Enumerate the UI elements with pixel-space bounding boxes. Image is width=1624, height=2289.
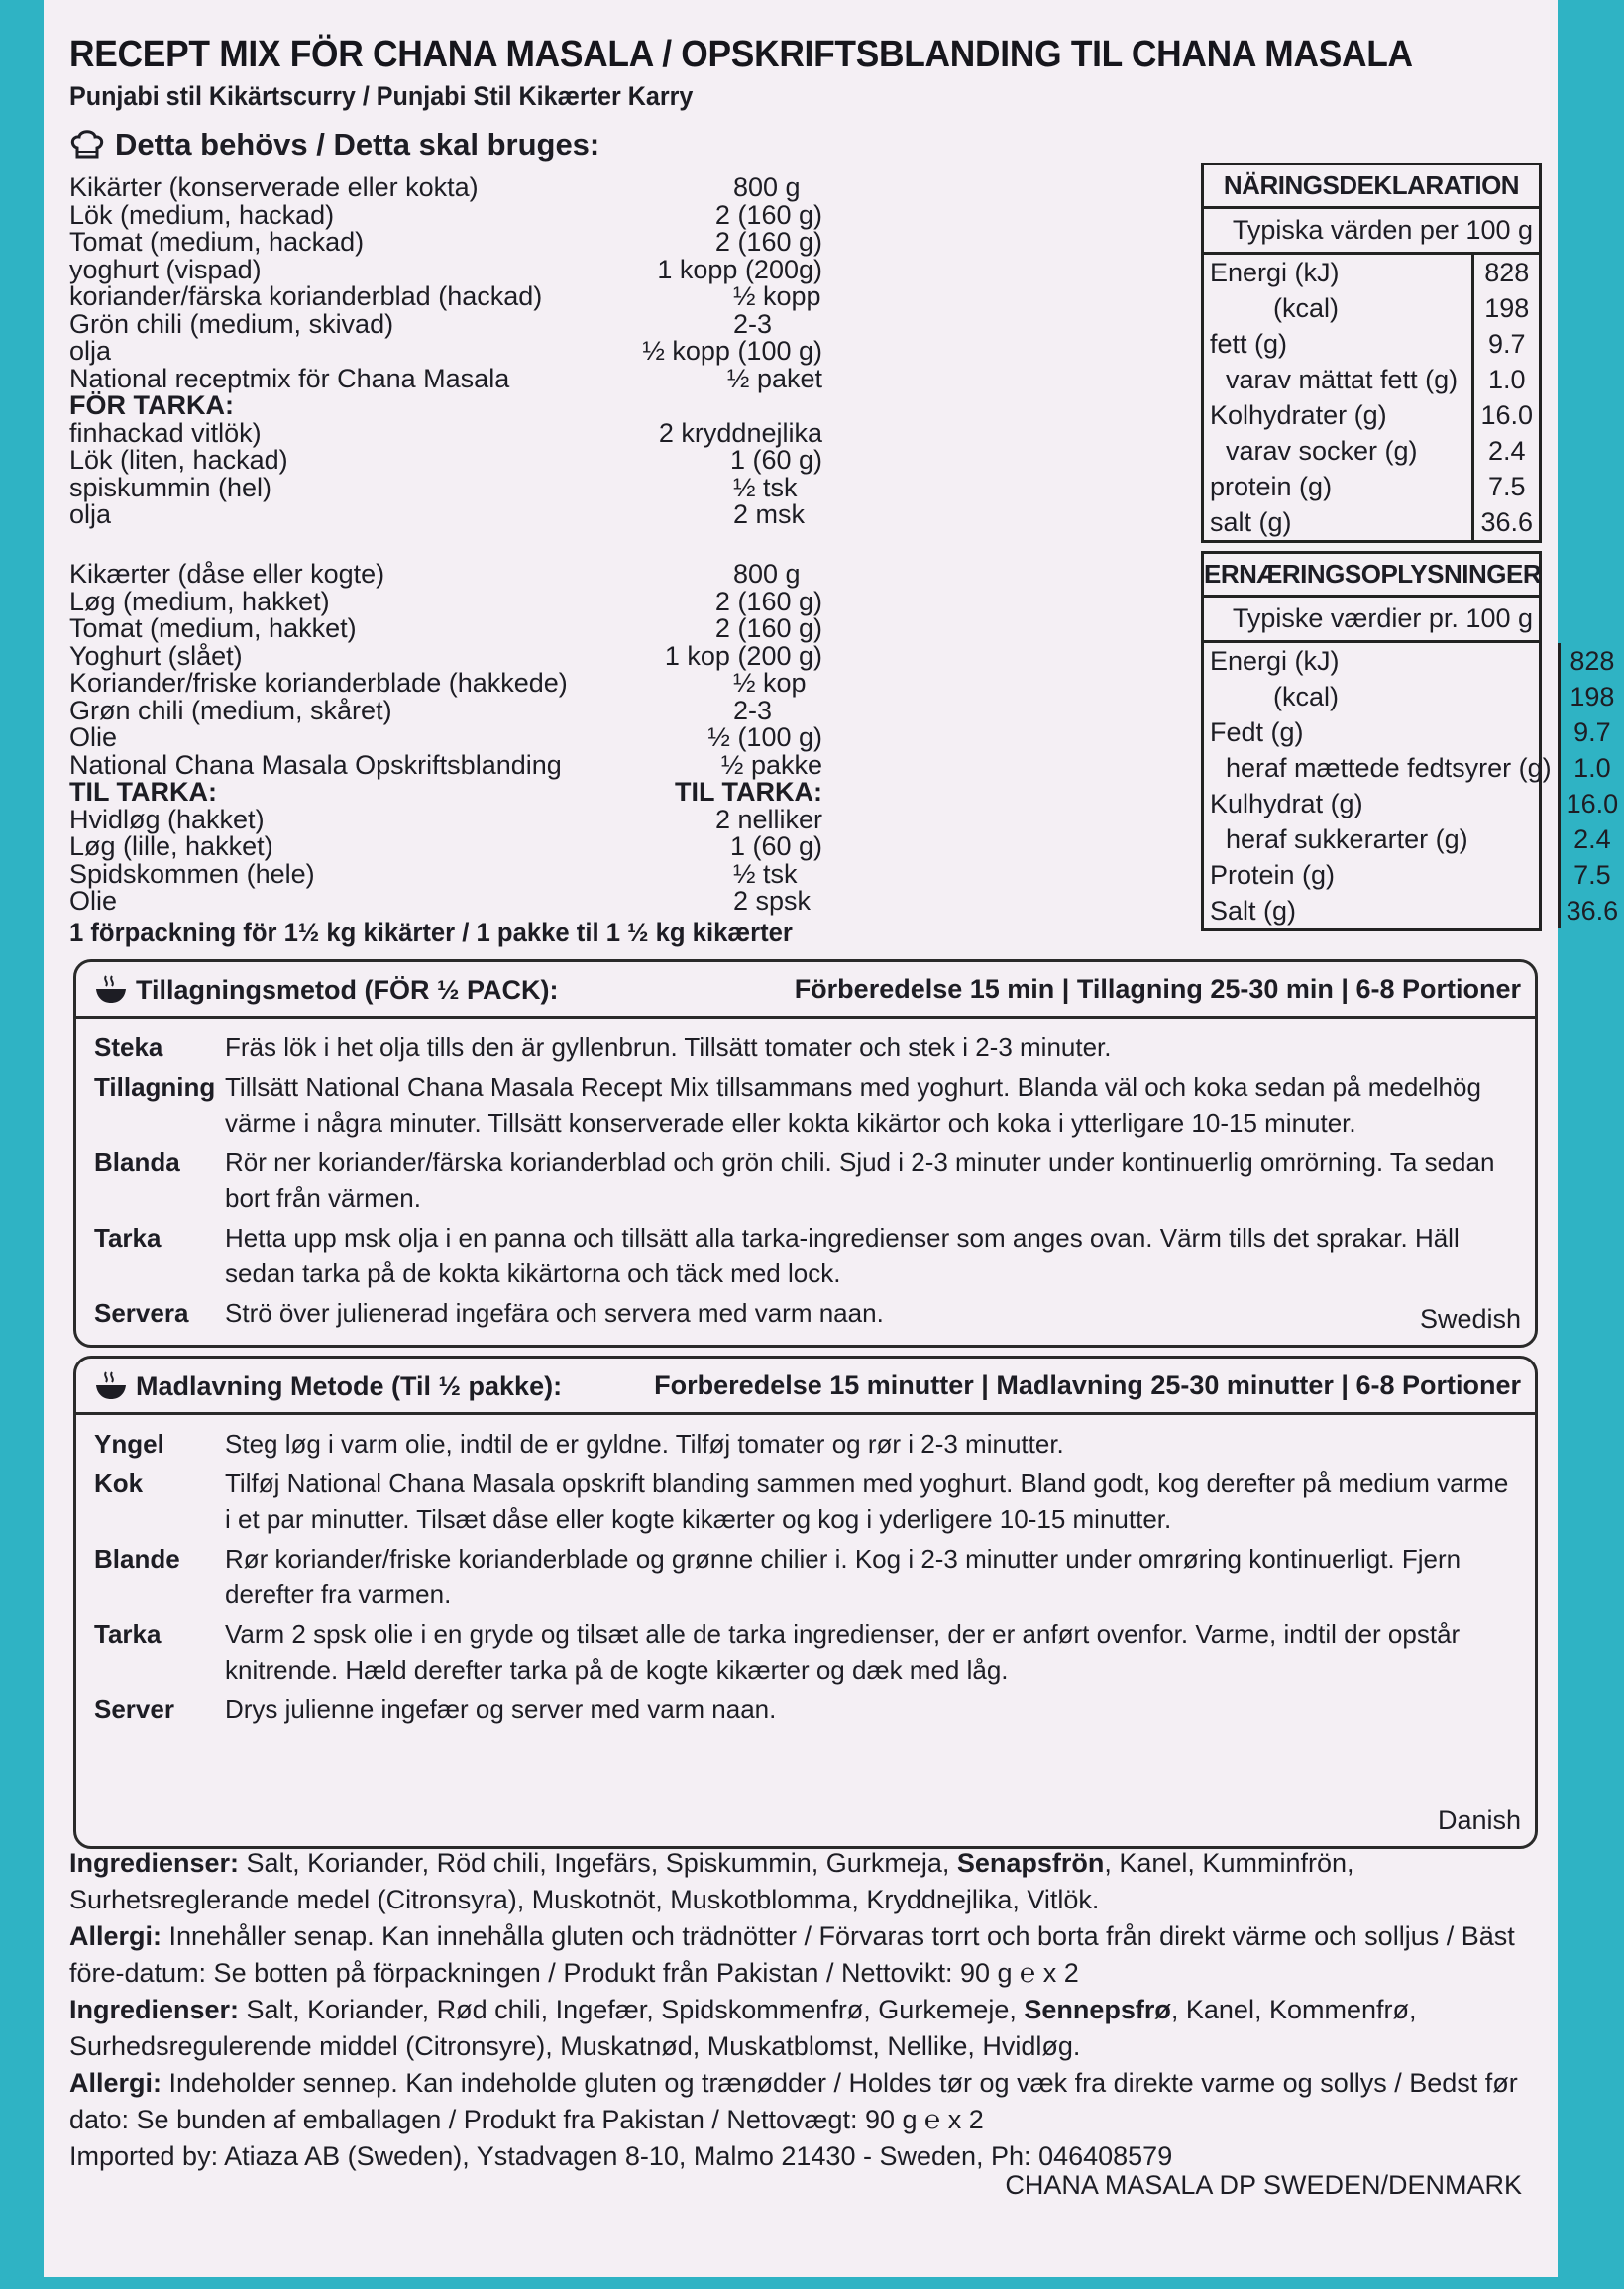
ingredient-name: Tomat (medium, hackad): [69, 227, 365, 257]
method-timing: Förberedelse 15 min | Tillagning 25-30 min | 6-8 Portioner: [794, 974, 1521, 1004]
ingredient-quantity: 2 (160 g): [714, 613, 822, 643]
nutrient-label: Energi (kJ): [1210, 645, 1340, 676]
allergen: Sennepsfrø: [1024, 1995, 1171, 2024]
ingredient-row: [69, 779, 822, 807]
ingredient-name: National receptmix för Chana Masala: [69, 363, 510, 393]
page-title: RECEPT MIX FÖR CHANA MASALA / OPSKRIFTSBLANDING TIL CHANA MASALA: [69, 34, 1413, 75]
nutrition-subheading: Typiska värden per 100 g: [1204, 209, 1539, 255]
ingredient-name: spiskummin (hel): [69, 472, 272, 502]
step-text: Tillsätt National Chana Masala Recept Mix tillsammans med yoghurt. Blanda väl och koka sedan på medelhög värme i några minuter. Tillsätt konserverade eller kokta kikärtor och koka i ytterligare 10-15 minuter.: [225, 1072, 1481, 1138]
step-text: Steg løg i varm olie, indtil de er gyldne. Tilføj tomater og rør i 2-3 minutter.: [225, 1429, 1064, 1459]
step-text: Tilføj National Chana Masala opskrift blanding sammen med yoghurt. Bland godt, kog derefter på medium varme i et par minutter. Tilsæt dåse eller kogte kikærter og kog i yderligere 10-15 minutter.: [225, 1469, 1509, 1534]
ingredient-name: Koriander/friske korianderblade (hakkede): [69, 668, 568, 698]
nutrient-value: 7.5: [1559, 857, 1624, 893]
nutrition-table-swedish: [1201, 163, 1542, 543]
ingredient-name: olja: [69, 499, 112, 529]
ingredient-quantity: 2 kryddnejlika: [658, 417, 822, 448]
nutrition-row: [1204, 786, 1624, 821]
nutrient-value: 16.0: [1473, 397, 1539, 433]
method-box-swedish: [73, 959, 1538, 1348]
step-label: Blanda: [94, 1147, 180, 1177]
ingredient-row: [69, 724, 822, 752]
ingredient-row: [69, 888, 822, 916]
nutrient-label: heraf sukkerarter (g): [1226, 823, 1468, 854]
nutrient-label: heraf mættede fedtsyrer (g): [1226, 752, 1552, 783]
label: Allergi:: [69, 1921, 162, 1951]
pack-note: 1 förpackning för 1½ kg kikärter / 1 pakke til 1 ½ kg kikærter: [69, 918, 793, 947]
ingredient-name: Olie: [69, 722, 118, 752]
allergen: Senapsfrön: [956, 1848, 1105, 1878]
nutrition-heading: NÄRINGSDEKLARATION: [1204, 165, 1539, 209]
ingredient-name: Spidskommen (hele): [69, 858, 315, 889]
nutrient-value: 1.0: [1473, 362, 1539, 397]
text: Salt, Koriander, Röd chili, Ingefärs, Spiskummin, Gurkmeja,: [239, 1848, 957, 1878]
method-steps: [94, 1030, 1521, 1335]
subtitle: Punjabi stil Kikärtscurry / Punjabi Stil Kikærter Karry: [69, 81, 694, 111]
step-label: Server: [94, 1694, 174, 1724]
nutrient-value: 36.6: [1559, 893, 1624, 928]
ingredient-name: Løg (lille, hakket): [69, 831, 273, 861]
ingredient-quantity: 1 (60 g): [729, 445, 822, 475]
danish-ingredients-paragraph: [69, 1992, 1536, 2065]
ingredients-allergy-section: [69, 1845, 1536, 2175]
method-step: [94, 1541, 1521, 1612]
nutrient-label: varav mättat fett (g): [1226, 364, 1459, 394]
label: Ingredienser:: [69, 1848, 240, 1878]
nutrition-row: [1204, 643, 1624, 679]
text: , Kanel, Kommenfrø, Surhedsregulerende middel (Citronsyre), Muskatnød, Muskatblomst, Nellike, Hvidløg.: [69, 1995, 1417, 2061]
method-step: [94, 1030, 1521, 1065]
label: Allergi:: [69, 2068, 162, 2098]
step-text: Varm 2 spsk olie i en gryde og tilsæt alle de tarka ingredienser, der er anført ovenfor. Varme, indtil der opstår knitrende. Hæld derefter tarka på de kogte kikærter og dæk med låg.: [225, 1619, 1461, 1685]
method-step: [94, 1220, 1521, 1291]
nutrient-value: 828: [1559, 643, 1624, 679]
step-label: Tillagning: [94, 1072, 216, 1102]
step-text: Strö över julienerad ingefära och servera med varm naan.: [225, 1298, 884, 1328]
method-heading: [94, 974, 559, 1006]
ingredient-quantity: 2 spsk: [733, 886, 812, 916]
ingredient-name: Hvidløg (hakket): [69, 804, 265, 834]
nutrient-label: (kcal): [1273, 681, 1339, 711]
ingredient-name: koriander/färska korianderblad (hackad): [69, 281, 543, 311]
text: Innehåller senap. Kan innehålla gluten och trädnötter / Förvaras torrt och borta från direkt värme och solljus / Bäst före-datum: Se botten på förpackningen / Produkt från Pakistan / Nettovikt: 90 g ℮ x 2: [69, 1921, 1515, 1988]
step-label: Steka: [94, 1033, 163, 1062]
nutrition-row: [1204, 750, 1624, 786]
nutrition-row: [1204, 893, 1624, 928]
ingredient-quantity: ½ tsk: [733, 858, 798, 889]
ingredient-name: Grøn chili (medium, skåret): [69, 695, 392, 725]
ingredient-row: [69, 363, 822, 393]
nutrient-value: 36.6: [1473, 504, 1539, 540]
ingredient-name: olja: [69, 336, 112, 366]
ingredient-name: yoghurt (vispad): [69, 254, 262, 284]
ingredient-row: [69, 615, 822, 643]
language-label: Danish: [1437, 1805, 1521, 1835]
nutrition-rows: [1204, 255, 1539, 540]
ingredient-quantity: 2 (160 g): [714, 586, 822, 616]
nutrition-row: [1204, 714, 1624, 750]
ingredient-quantity: 2 nelliker: [714, 804, 822, 834]
ingredient-name: Løg (medium, hakket): [69, 586, 330, 616]
method-box-danish: [73, 1356, 1538, 1849]
method-heading: [94, 1370, 562, 1402]
text: Indeholder sennep. Kan indeholde gluten og trænødder / Holdes tør og væk fra direkte varme og sollys / Bedst før dato: Se bunden af emballagen / Produkt fra Pakistan / Nettovægt: 90 g ℮ x 2: [69, 2068, 1518, 2134]
nutrition-row: [1204, 290, 1539, 326]
ingredient-quantity: ½ pakke: [720, 749, 822, 780]
ingredient-quantity: 2 (160 g): [714, 199, 822, 230]
importer-line: Imported by: Atiaza AB (Sweden), Ystadvagen 8-10, Malmo 21430 - Sweden, Ph: 046408579: [69, 2141, 1173, 2171]
nutrition-row: [1204, 433, 1539, 469]
ingredient-name: Grön chili (medium, skivad): [69, 308, 394, 339]
danish-allergy-paragraph: [69, 2065, 1536, 2138]
ingredient-row: [69, 174, 822, 202]
ingredient-row: [69, 308, 822, 339]
step-text: Fräs lök i het olja tills den är gyllenbrun. Tillsätt tomater och stek i 2-3 minuter.: [225, 1033, 1112, 1062]
nutrient-value: 9.7: [1473, 326, 1539, 362]
ingredient-row: [69, 804, 822, 834]
ingredient-name: Kikärter (konserverade eller kokta): [69, 172, 479, 202]
ingredient-row: [69, 254, 822, 284]
nutrient-value: 2.4: [1473, 433, 1539, 469]
ingredient-name: FÖR TARKA:: [69, 390, 234, 420]
step-label: Kok: [94, 1469, 144, 1498]
divider: [76, 1412, 1535, 1415]
bowl-icon: [94, 974, 128, 1006]
ingredient-name: Lök (medium, hackad): [69, 199, 335, 230]
nutrient-value: 16.0: [1559, 786, 1624, 821]
ingredient-name: finhackad vitlök): [69, 417, 262, 448]
step-label: Tarka: [94, 1619, 162, 1649]
nutrient-value: 2.4: [1559, 821, 1624, 857]
ingredient-name: Olie: [69, 886, 118, 916]
nutrient-value: 9.7: [1559, 714, 1624, 750]
method-step: [94, 1616, 1521, 1688]
method-steps: [94, 1426, 1521, 1731]
ingredient-row: [69, 695, 822, 725]
text: Salt, Koriander, Rød chili, Ingefær, Spidskommenfrø, Gurkemeje,: [239, 1995, 1025, 2024]
step-text: Rör ner koriander/färska korianderblad och grön chili. Sjud i 2-3 minuter under kontinuerlig omrörning. Ta sedan bort från värmen.: [225, 1147, 1495, 1213]
step-label: Servera: [94, 1298, 189, 1328]
nutrient-label: varav socker (g): [1226, 435, 1418, 466]
ingredient-quantity: [733, 392, 822, 420]
ingredient-quantity: 2 (160 g): [714, 227, 822, 257]
ingredient-row: [69, 472, 822, 502]
step-text: Rør koriander/friske korianderblade og grønne chilier i. Kog i 2-3 minutter under omrøring kontinuerligt. Fjern derefter fra varmen.: [225, 1544, 1462, 1609]
nutrient-value: 198: [1559, 679, 1624, 714]
nutrition-row: [1204, 397, 1539, 433]
ingredient-quantity: 2-3: [733, 308, 773, 339]
method-step: [94, 1691, 1521, 1727]
nutrition-row: [1204, 857, 1624, 893]
ingredient-name: Tomat (medium, hakket): [69, 613, 357, 643]
ingredient-quantity: 1 kop (200 g): [664, 640, 822, 671]
nutrition-row: [1204, 362, 1539, 397]
ingredient-row: [69, 229, 822, 257]
nutrition-row: [1204, 255, 1539, 290]
nutrition-row: [1204, 469, 1539, 504]
ingredient-quantity: ½ (100 g): [707, 722, 822, 752]
method-step: [94, 1295, 1521, 1331]
ingredient-name: Kikærter (dåse eller kogte): [69, 559, 385, 589]
ingredient-row: [69, 670, 822, 698]
method-step: [94, 1466, 1521, 1537]
danish-ingredient-list: [69, 561, 822, 916]
package-panel: [44, 0, 1619, 2277]
nutrient-label: Energi (kJ): [1210, 257, 1340, 287]
label: Ingredienser:: [69, 1995, 240, 2024]
ingredient-quantity: 2-3: [733, 695, 773, 725]
ingredient-row: [69, 561, 822, 589]
bowl-icon: [94, 1370, 128, 1402]
nutrient-label: (kcal): [1273, 292, 1339, 323]
nutrient-label: Kulhydrat (g): [1210, 788, 1363, 818]
nutrition-row: [1204, 326, 1539, 362]
ingredient-name: Lök (liten, hackad): [69, 445, 288, 475]
step-label: Blande: [94, 1544, 180, 1574]
nutrient-value: 828: [1473, 255, 1539, 290]
nutrient-label: Protein (g): [1210, 859, 1336, 890]
nutrient-label: Salt (g): [1210, 895, 1297, 926]
needs-heading: [69, 127, 599, 163]
step-label: Tarka: [94, 1223, 162, 1253]
ingredient-row: [69, 199, 822, 230]
ingredient-quantity: 2 msk: [733, 499, 806, 529]
ingredient-quantity: TIL TARKA:: [675, 777, 822, 807]
swedish-ingredient-list: [69, 174, 822, 529]
nutrition-heading: ERNÆRINGSOPLYSNINGER: [1204, 554, 1539, 598]
ingredient-row: [69, 586, 822, 616]
ingredient-name: TIL TARKA:: [69, 777, 217, 807]
method-step: [94, 1426, 1521, 1462]
ingredient-row: [69, 447, 822, 475]
nutrition-row: [1204, 821, 1624, 857]
ingredient-row: [69, 501, 822, 529]
ingredient-row: [69, 283, 822, 311]
nutrition-rows: [1204, 643, 1624, 928]
nutrient-label: fett (g): [1210, 328, 1288, 359]
language-label: Swedish: [1419, 1304, 1521, 1334]
nutrition-table-danish: [1201, 551, 1619, 931]
method-heading-text: Madlavning Metode (Til ½ pakke):: [136, 1370, 563, 1401]
step-label: Yngel: [94, 1429, 164, 1459]
nutrition-row: [1204, 504, 1539, 540]
nutrient-value: 198: [1473, 290, 1539, 326]
needs-heading-text: Detta behövs / Detta skal bruges:: [115, 127, 600, 162]
nutrient-value: 1.0: [1559, 750, 1624, 786]
method-step: [94, 1069, 1521, 1141]
ingredient-name: National Chana Masala Opskriftsblanding: [69, 749, 562, 780]
method-heading-text: Tillagningsmetod (FÖR ½ PACK):: [136, 974, 559, 1005]
ingredient-row: [69, 417, 822, 448]
ingredient-quantity: ½ tsk: [733, 472, 798, 502]
divider: [76, 1016, 1535, 1019]
ingredient-quantity: ½ kop: [733, 668, 807, 698]
ingredient-row: [69, 858, 822, 889]
nutrient-label: protein (g): [1210, 471, 1333, 501]
swedish-allergy-paragraph: [69, 1918, 1536, 1992]
ingredient-quantity: 1 (60 g): [729, 831, 822, 861]
step-text: Hetta upp msk olja i en panna och tillsätt alla tarka-ingredienser som anges ovan. Värm tills det sprakar. Häll sedan tarka på de kokta kikärtorna och täck med lock.: [225, 1223, 1460, 1288]
footer-code: CHANA MASALA DP SWEDEN/DENMARK: [1005, 2170, 1522, 2200]
ingredient-quantity: 1 kopp (200g): [657, 254, 822, 284]
ingredient-quantity: ½ paket: [726, 363, 822, 393]
nutrient-label: Kolhydrater (g): [1210, 399, 1387, 430]
ingredient-row: [69, 833, 822, 861]
nutrient-label: Fedt (g): [1210, 716, 1304, 747]
method-step: [94, 1144, 1521, 1216]
nutrient-value: 7.5: [1473, 469, 1539, 504]
nutrient-label: salt (g): [1210, 506, 1292, 537]
ingredient-quantity: 800 g: [733, 559, 801, 589]
swedish-ingredients-paragraph: [69, 1845, 1536, 1918]
ingredient-row: [69, 640, 822, 671]
ingredient-row: [69, 338, 822, 366]
text: , Kanel, Kumminfrön, Surhetsreglerande medel (Citronsyra), Muskotnöt, Muskotblomma, Kryddnejlika, Vitlök.: [69, 1848, 1354, 1914]
ingredient-row: [69, 392, 822, 420]
chef-hat-icon: [69, 128, 105, 162]
ingredient-row: [69, 749, 822, 780]
nutrition-subheading: Typiske værdier pr. 100 g: [1204, 598, 1539, 643]
nutrition-row: [1204, 679, 1624, 714]
ingredient-name: Yoghurt (slået): [69, 640, 243, 671]
ingredient-quantity: 800 g: [733, 172, 801, 202]
ingredient-quantity: ½ kopp: [733, 281, 821, 311]
method-timing: Forberedelse 15 minutter | Madlavning 25-30 minutter | 6-8 Portioner: [654, 1370, 1521, 1400]
ingredient-quantity: ½ kopp (100 g): [642, 336, 822, 366]
step-text: Drys julienne ingefær og server med varm naan.: [225, 1694, 777, 1724]
